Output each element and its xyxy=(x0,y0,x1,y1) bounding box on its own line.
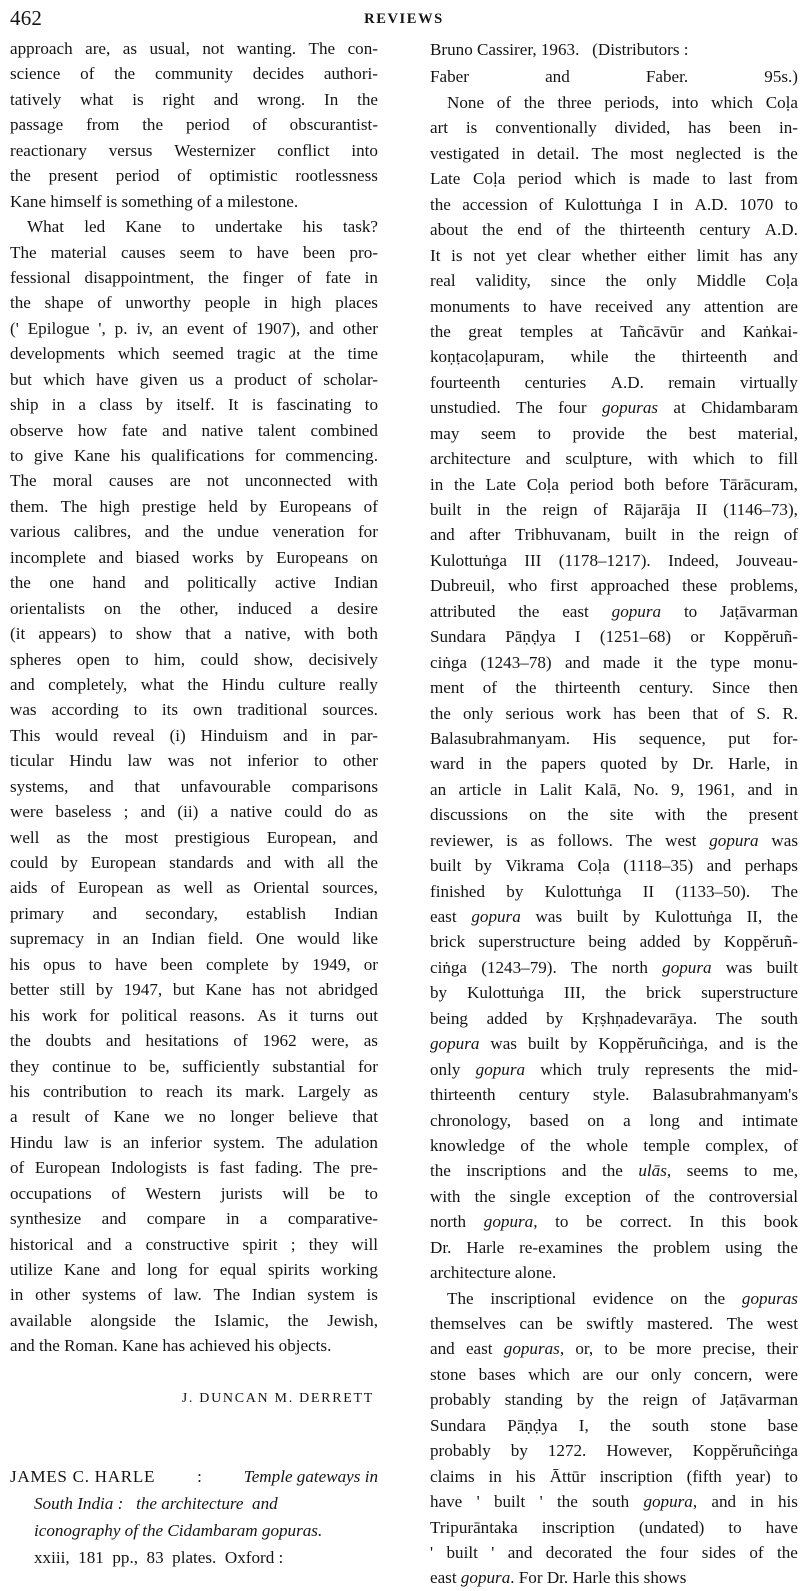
review-signature: J. DUNCAN M. DERRETT xyxy=(181,1390,374,1406)
text-line: his contribution to reach its mark. Largely as xyxy=(10,1081,378,1101)
text-line: about the end of the thirteenth century A.D. xyxy=(430,220,798,240)
review-title-part: South India : the architecture and xyxy=(34,1494,278,1514)
text-line: discussions on the site with the present xyxy=(430,805,798,825)
text-line: have ' built ' the south gopura, and in his xyxy=(430,1492,798,1512)
review-heading-line-1 xyxy=(10,1463,378,1490)
text-line: real validity, since the only Middle Coḷa xyxy=(430,271,798,291)
text-line: brick superstructure being added by Koppĕruñ- xyxy=(430,932,798,952)
review-imprint-text: xxiii, 181 pp., 83 plates. Oxford : xyxy=(34,1548,284,1568)
text-line: gopura was built by Koppĕruñciṅga, and is the xyxy=(430,1034,798,1054)
text-line: an article in Lalit Kalā, No. 9, 1961, and in xyxy=(430,779,798,799)
text-line: Dr. Harle re-examines the problem using the xyxy=(430,1237,798,1257)
text-line: attributed the east gopura to Jaṭāvarman xyxy=(430,601,798,621)
text-line: tatively what is right and wrong. In the xyxy=(10,89,378,109)
text-line: ward in the papers quoted by Dr. Harle, in xyxy=(430,754,798,774)
text-line: but which have given us a product of scholar- xyxy=(10,369,378,389)
text-line: reactionary versus Westernizer conflict into xyxy=(10,140,378,160)
text-line: were baseless ; and (ii) a native could do as xyxy=(10,802,378,822)
text-line: probably by 1272. However, Koppĕruñciṅga xyxy=(430,1441,798,1461)
text-line: The inscriptional evidence on the gopuras xyxy=(447,1288,798,1308)
text-line: What led Kane to undertake his task? xyxy=(27,217,378,237)
text-line: Dubreuil, who first approached these problems, xyxy=(430,576,798,596)
text-line: the one hand and politically active Indian xyxy=(10,573,378,593)
text-line: east gopura. For Dr. Harle this shows xyxy=(430,1568,687,1588)
text-line: systems, and that unfavourable comparisons xyxy=(10,776,378,796)
text-line: Hindu law is an inferior system. The adulation xyxy=(10,1132,378,1152)
text-line: built in the reign of Rājarāja II (1146–73), xyxy=(430,500,798,519)
text-line: ciṅga (1243–79). The north gopura was built xyxy=(430,957,798,977)
text-line: The moral causes are not unconnected with xyxy=(10,471,378,491)
text-line: koṇṭacoḷapuram, while the thirteenth and xyxy=(430,347,798,367)
text-line: utilize Kane and long for equal spirits working xyxy=(10,1260,378,1279)
text-line: them. The high prestige held by Europeans of xyxy=(10,496,378,516)
text-line: observe how fate and native talent combined xyxy=(10,420,378,440)
text-line: vestigated in detail. The most neglected is the xyxy=(430,143,798,163)
text-line: was according to its own traditional sources. xyxy=(10,700,378,720)
text-line: and the Roman. Kane has achieved his objects. xyxy=(10,1336,332,1356)
text-line: passage from the period of obscurantist- xyxy=(10,115,378,135)
review-heading-imprint xyxy=(10,1544,378,1571)
column-right xyxy=(430,36,798,1588)
text-line: and completely, what the Hindu culture really xyxy=(10,674,378,694)
text-line: unstudied. The four gopuras at Chidambaram xyxy=(430,398,798,418)
text-line: developments which seemed tragic at the time xyxy=(10,344,378,364)
text-line: It is not yet clear whether either limit has any xyxy=(430,245,798,265)
text-line: knowledge of the whole temple complex, of xyxy=(430,1135,798,1155)
article-continued xyxy=(10,36,378,1411)
text-line: spheres open to him, could show, decisively xyxy=(10,649,378,669)
column-left xyxy=(10,36,378,1568)
text-line: Sundara Pāṇḍya I (1251–68) or Koppĕruñ- xyxy=(430,627,798,647)
review-title-part: Temple gateways in xyxy=(243,1467,378,1487)
text-line: science of the community decides authori- xyxy=(10,64,378,84)
text-line: could by European standards and with all the xyxy=(10,853,378,872)
text-line: None of the three periods, into which Coḷa xyxy=(447,93,798,112)
text-line: historical and a constructive spirit ; they will xyxy=(10,1234,378,1254)
text-line: incomplete and biased works by Europeans on xyxy=(10,547,378,567)
text-line: by Kulottuṅga III, the brick superstructure xyxy=(430,983,798,1003)
text-line: ciṅga (1243–78) and made it the type monu- xyxy=(430,652,798,672)
text-line: supremacy in an Indian field. One would like xyxy=(10,929,378,949)
text-line: Kane himself is something of a milestone. xyxy=(10,191,299,211)
text-line: (it appears) to show that a native, with both xyxy=(10,624,378,644)
text-line: stone bases which are our only concern, were xyxy=(430,1364,798,1384)
text-line: thirteenth century style. Balasubrahmanyam's xyxy=(430,1085,798,1105)
text-line: well as the most prestigious European, and xyxy=(10,827,378,847)
text-line: claims in his Āttūr inscription (fifth year) to xyxy=(430,1466,798,1486)
text-line: orientalists on the other, induced a desire xyxy=(10,598,378,618)
review-author: JAMES C. HARLE xyxy=(10,1467,156,1487)
text-line: ment of the thirteenth century. Since then xyxy=(430,678,798,698)
text-line: north gopura, to be correct. In this book xyxy=(430,1212,798,1232)
paragraph xyxy=(430,90,798,1286)
next-review-heading xyxy=(10,1463,378,1571)
imprint-text: Faber and Faber. 95s.) xyxy=(430,67,798,86)
text-line: aids of European as well as Oriental sources, xyxy=(10,878,378,898)
text-line: various calibres, and the undue veneration for xyxy=(10,522,378,542)
text-line: monuments to have received any attention are xyxy=(430,296,798,316)
text-line: east gopura was built by Kulottuṅga II, the xyxy=(430,907,798,926)
text-line: fourteenth centuries A.D. remain virtually xyxy=(430,372,798,392)
review-heading-line-3 xyxy=(10,1517,378,1544)
text-line: a result of Kane we no longer believe that xyxy=(10,1107,378,1127)
text-line: Sundara Pāṇḍya I, the south stone base xyxy=(430,1415,798,1435)
text-line: reviewer, is as follows. The west gopura was xyxy=(430,830,798,850)
text-line: better still by 1947, but Kane has not abridged xyxy=(10,980,378,1000)
text-line: his work for political reasons. As it turns out xyxy=(10,1005,378,1025)
text-line: Balasubrahmanyam. His sequence, put for- xyxy=(430,728,798,748)
text-line: finished by Kulottuṅga II (1133–50). The xyxy=(430,881,798,901)
review-title-part: iconography of the Cidambaram gopuras. xyxy=(34,1521,323,1541)
text-line: the inscriptions and the ulās, seems to me, xyxy=(430,1161,798,1181)
text-line: (' Epilogue ', p. iv, an event of 1907), and other xyxy=(10,318,378,338)
text-line: probably standing by the reign of Jaṭāvarman xyxy=(430,1390,798,1410)
text-line: architecture alone. xyxy=(430,1263,557,1283)
text-line: synthesize and compare in a comparative- xyxy=(10,1209,378,1229)
text-line: The material causes seem to have been pro- xyxy=(10,242,378,262)
text-line: the present period of optimistic rootlessness xyxy=(10,166,378,186)
text-line: the only serious work has been that of S. R. xyxy=(430,703,798,723)
text-line: only gopura which truly represents the mid- xyxy=(430,1059,798,1079)
paragraph xyxy=(10,214,378,1359)
text-line: occupations of Western jurists will be to xyxy=(10,1183,378,1203)
text-line: ticular Hindu law was not inferior to other xyxy=(10,751,378,771)
text-line: built by Vikrama Coḷa (1118–35) and perhaps xyxy=(430,856,798,876)
text-line: Tripurāntaka inscription (undated) to have xyxy=(430,1517,798,1537)
text-line: and after Tribhuvanam, built in the reign of xyxy=(430,525,798,545)
text-line: the shape of unworthy people in high places xyxy=(10,293,378,313)
imprint-line xyxy=(430,36,798,63)
page-number: 462 xyxy=(10,6,43,30)
text-line: the accession of Kulottuṅga I in A.D. 1070 to xyxy=(430,194,798,214)
text-line: fessional disappointment, the finger of fate in xyxy=(10,267,378,287)
text-line: of European Indologists is fast fading. The pre- xyxy=(10,1158,378,1178)
text-line: they continue to be, sufficiently substantial for xyxy=(10,1056,378,1076)
text-line: approach are, as usual, not wanting. The con- xyxy=(10,39,378,58)
text-line: Late Coḷa period which is made to last from xyxy=(430,169,798,189)
text-line: ship in a class by itself. It is fascinating to xyxy=(10,395,378,415)
text-line: being added by Kṛṣhṇadevarāya. The south xyxy=(430,1008,798,1028)
text-line: art is conventionally divided, has been in- xyxy=(430,118,798,138)
text-line: chronology, based on a long and intimate xyxy=(430,1110,798,1130)
running-head-title: REVIEWS xyxy=(364,11,444,27)
text-line: with the single exception of the controversial xyxy=(430,1186,798,1206)
text-line: This would reveal (i) Hinduism and in par- xyxy=(10,725,378,745)
imprint-continuation xyxy=(430,36,798,90)
text-line: available alongside the Islamic, the Jewish, xyxy=(10,1310,378,1330)
paragraph xyxy=(430,1286,798,1591)
text-line: the doubts and hesitations of 1962 were, as xyxy=(10,1031,378,1051)
text-line: in the Late Coḷa period both before Tārācuram, xyxy=(430,474,798,494)
text-line: Kulottuṅga III (1178–1217). Indeed, Jouveau- xyxy=(430,550,798,570)
text-line: themselves can be swiftly mastered. The west xyxy=(430,1314,798,1333)
review-heading-line-2 xyxy=(10,1490,378,1517)
page-body xyxy=(10,36,798,1588)
running-head xyxy=(10,6,798,30)
imprint-line xyxy=(430,63,798,90)
text-line: ' built ' and decorated the four sides of the xyxy=(430,1542,798,1562)
text-line: the great temples at Tañcāvūr and Kaṅkai- xyxy=(430,321,798,341)
text-line: in other systems of law. The Indian system is xyxy=(10,1285,378,1305)
text-line: architecture and sculpture, with which to fill xyxy=(430,449,798,469)
paragraph xyxy=(10,36,378,214)
review-heading-separator: : xyxy=(192,1467,207,1487)
text-line: and east gopuras, or, to be more precise, their xyxy=(430,1339,798,1359)
imprint-text: Bruno Cassirer, 1963. (Distributors : xyxy=(430,40,689,59)
text-line: primary and secondary, establish Indian xyxy=(10,903,378,923)
text-line: may seem to provide the best material, xyxy=(430,423,798,443)
text-line: to give Kane his qualifications for commencing. xyxy=(10,446,378,465)
text-line: his opus to have been complete by 1949, or xyxy=(10,954,378,974)
